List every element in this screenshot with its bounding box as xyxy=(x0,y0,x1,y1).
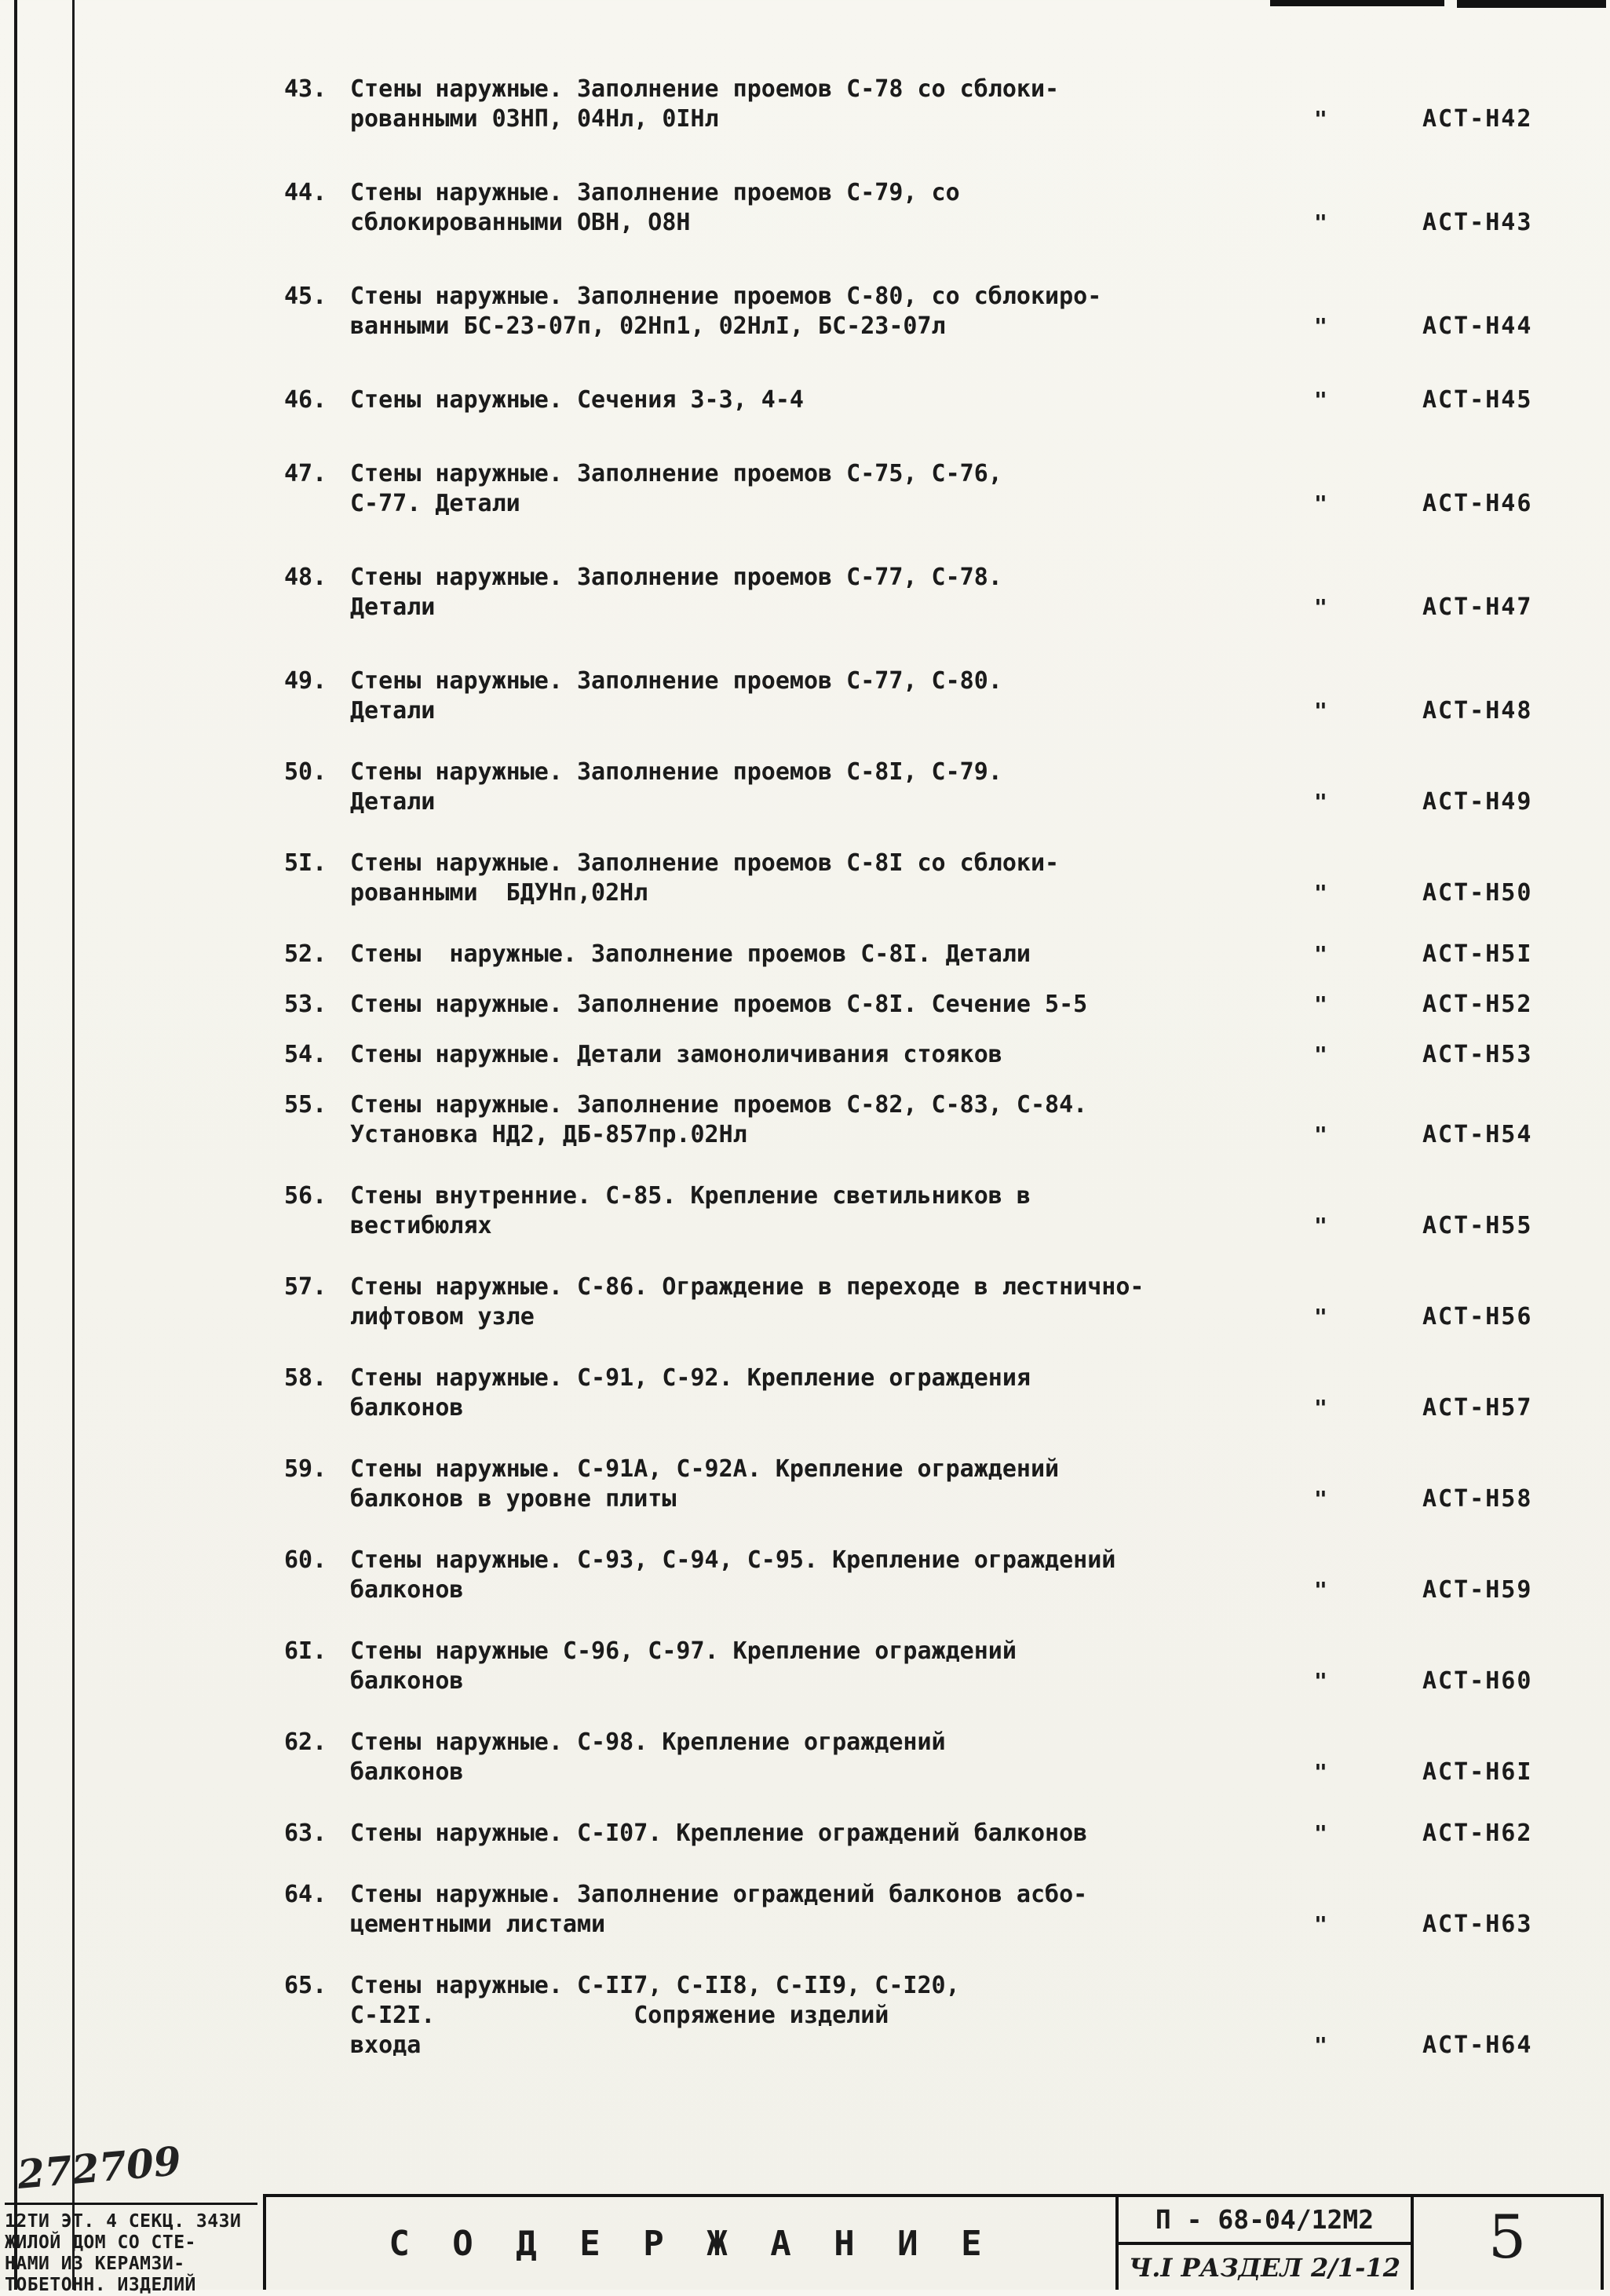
item-number: 47. xyxy=(284,460,327,487)
item-text xyxy=(350,990,1305,1020)
item-text-line: Стены наружные. Заполнение проемов С-8I. Детали xyxy=(350,940,1031,968)
item-text-line: Стены наружные. С-I07. Крепление ограждений балконов xyxy=(350,1820,1088,1847)
item-sheet-code: АСТ-Н59 xyxy=(1422,1576,1533,1604)
ditto-mark: " xyxy=(1314,1395,1327,1421)
item-text xyxy=(350,1880,1305,1940)
document-code: П - 68-04/12М2 xyxy=(1119,2197,1411,2245)
ditto-mark: " xyxy=(1314,789,1327,815)
item-text-line: Стены наружные. Заполнение проемов С-77, С-80. xyxy=(350,667,1002,695)
item-sheet-code: АСТ-Н52 xyxy=(1422,991,1533,1018)
item-text-line: рованными БДУНп,02Нл xyxy=(350,879,648,907)
list-item xyxy=(284,849,1610,908)
contents-list xyxy=(0,75,1610,2092)
item-text-line: Стены наружные. Заполнение проемов С-8I. Сечение 5-5 xyxy=(350,991,1088,1018)
handwritten-inventory-number: 272709 xyxy=(15,2137,183,2198)
item-text xyxy=(350,1272,1305,1332)
item-text-line: балконов xyxy=(350,1394,464,1422)
ditto-mark: " xyxy=(1314,698,1327,724)
item-sheet-code: АСТ-Н54 xyxy=(1422,1121,1533,1148)
ditto-mark: " xyxy=(1314,1122,1327,1148)
item-text-line: цементными листами xyxy=(350,1911,606,1938)
item-number: 52. xyxy=(284,940,327,968)
item-text xyxy=(350,1455,1305,1514)
item-text xyxy=(350,1728,1305,1787)
item-text xyxy=(350,459,1305,519)
item-sheet-code: АСТ-Н58 xyxy=(1422,1485,1533,1513)
item-text-line: Стены наружные. Заполнение проемов С-79, со xyxy=(350,179,960,206)
item-text xyxy=(350,178,1305,238)
item-sheet-code: АСТ-Н49 xyxy=(1422,788,1533,816)
list-item xyxy=(284,75,1610,134)
stamp-line: ТОБЕТОНН. ИЗДЕЛИЙ xyxy=(5,2275,196,2295)
item-text-line: Установка НД2, ДБ-857пр.02Нл xyxy=(350,1121,747,1148)
item-number: 48. xyxy=(284,564,327,591)
item-sheet-code: АСТ-Н62 xyxy=(1422,1820,1533,1847)
item-text xyxy=(350,1637,1305,1696)
item-number: 49. xyxy=(284,667,327,695)
ditto-mark: " xyxy=(1314,1759,1327,1785)
item-sheet-code: АСТ-Н5I xyxy=(1422,940,1533,968)
item-sheet-code: АСТ-Н57 xyxy=(1422,1394,1533,1422)
item-text-line: балконов xyxy=(350,1576,464,1604)
list-item xyxy=(284,990,1610,1020)
item-number: 65. xyxy=(284,1972,327,1999)
list-item xyxy=(284,757,1610,817)
list-item xyxy=(284,1272,1610,1332)
item-text xyxy=(350,940,1305,969)
stamp-line: ЖИЛОЙ ДОМ СО СТЕ- xyxy=(5,2232,196,2253)
ditto-mark: " xyxy=(1314,106,1327,132)
item-text-line: Стены наружные. Заполнение проемов С-78 со сблоки- xyxy=(350,75,1060,103)
item-number: 46. xyxy=(284,386,327,414)
item-text-line: Стены наружные. Заполнение проемов С-8I, С-79. xyxy=(350,758,1002,786)
ditto-mark: " xyxy=(1314,491,1327,517)
item-text-line: Детали xyxy=(350,593,436,621)
ditto-mark: " xyxy=(1314,2032,1327,2058)
item-sheet-code: АСТ-Н53 xyxy=(1422,1041,1533,1068)
item-sheet-code: АСТ-Н6I xyxy=(1422,1758,1533,1786)
item-text-line: Детали xyxy=(350,788,436,816)
item-text xyxy=(350,1363,1305,1423)
ditto-mark: " xyxy=(1314,1486,1327,1512)
list-item xyxy=(284,1455,1610,1514)
item-text-line: Стены наружные. С-91, С-92. Крепление ограждения xyxy=(350,1364,1031,1392)
title-block-heading: С О Д Е Р Ж А Н И Е xyxy=(389,2223,993,2264)
list-item xyxy=(284,282,1610,341)
item-text xyxy=(350,282,1305,341)
ditto-mark: " xyxy=(1314,210,1327,235)
ditto-mark: " xyxy=(1314,1213,1327,1239)
list-item xyxy=(284,1546,1610,1605)
item-text-line: входа xyxy=(350,2031,422,2059)
item-text-line: Стены наружные. Заполнение проемов С-8I со сблоки- xyxy=(350,849,1060,877)
list-item xyxy=(284,1363,1610,1423)
item-text-line: Стены наружные. Заполнение проемов С-77, С-78. xyxy=(350,564,1002,591)
item-text xyxy=(350,1181,1305,1241)
item-sheet-code: АСТ-Н55 xyxy=(1422,1212,1533,1239)
corner-stamp xyxy=(5,2203,257,2296)
ditto-mark: " xyxy=(1314,1820,1327,1846)
item-number: 58. xyxy=(284,1364,327,1392)
item-number: 55. xyxy=(284,1091,327,1119)
item-text-line: Стены наружные. Заполнение проемов С-80, со сблокиро- xyxy=(350,283,1102,310)
item-number: 50. xyxy=(284,758,327,786)
list-item xyxy=(284,1880,1610,1940)
item-number: 64. xyxy=(284,1881,327,1908)
item-sheet-code: АСТ-Н50 xyxy=(1422,879,1533,907)
item-text xyxy=(350,1819,1305,1849)
item-number: 44. xyxy=(284,179,327,206)
item-number: 6I. xyxy=(284,1637,327,1665)
list-item xyxy=(284,459,1610,519)
item-text-line: Стены наружные. С-86. Ограждение в переходе в лестнично- xyxy=(350,1273,1145,1301)
item-text xyxy=(350,563,1305,622)
item-number: 45. xyxy=(284,283,327,310)
item-text-line: балконов xyxy=(350,1758,464,1786)
item-text-line: вестибюлях xyxy=(350,1212,492,1239)
item-text xyxy=(350,1971,1305,2061)
item-number: 56. xyxy=(284,1182,327,1210)
list-item xyxy=(284,563,1610,622)
item-text xyxy=(350,849,1305,908)
item-text-line: балконов xyxy=(350,1667,464,1695)
ditto-mark: " xyxy=(1314,1042,1327,1068)
item-number: 54. xyxy=(284,1041,327,1068)
item-sheet-code: АСТ-Н48 xyxy=(1422,697,1533,725)
ditto-mark: " xyxy=(1314,880,1327,906)
item-text-line: Стены наружные. С-91А, С-92А. Крепление ограждений xyxy=(350,1455,1060,1483)
item-number: 60. xyxy=(284,1546,327,1574)
item-number: 53. xyxy=(284,991,327,1018)
item-text-line: Стены наружные. С-II7, С-II8, С-II9, С-I20, xyxy=(350,1972,960,1999)
list-item xyxy=(284,385,1610,415)
list-item xyxy=(284,1728,1610,1787)
list-item xyxy=(284,178,1610,238)
ditto-mark: " xyxy=(1314,594,1327,620)
item-text-line: Детали xyxy=(350,697,436,725)
item-sheet-code: АСТ-Н44 xyxy=(1422,312,1533,340)
item-text-line: рованными 03НП, 04Нл, 0IНл xyxy=(350,105,719,133)
title-block-codes xyxy=(1115,2197,1414,2290)
item-number: 62. xyxy=(284,1728,327,1756)
section-code: Ч.I РАЗДЕЛ 2/1-12 xyxy=(1129,2252,1400,2283)
item-sheet-code: АСТ-Н63 xyxy=(1422,1911,1533,1938)
list-item xyxy=(284,1181,1610,1241)
item-text-line: Стены наружные. С-98. Крепление ограждений xyxy=(350,1728,946,1756)
item-text xyxy=(350,666,1305,726)
item-text-line: Стены наружные. Детали замоноличивания стояков xyxy=(350,1041,1002,1068)
item-text xyxy=(350,1040,1305,1070)
item-text-line: Стены наружные. Заполнение ограждений балконов асбо- xyxy=(350,1881,1088,1908)
list-item xyxy=(284,1090,1610,1150)
item-text-line: Стены наружные. С-93, С-94, С-95. Крепление ограждений xyxy=(350,1546,1116,1574)
list-item xyxy=(284,940,1610,969)
item-text-line: Стены наружные. Заполнение проемов С-75, С-76, xyxy=(350,460,1002,487)
item-text xyxy=(350,385,1305,415)
ditto-mark: " xyxy=(1314,313,1327,339)
item-sheet-code: АСТ-Н46 xyxy=(1422,490,1533,517)
item-sheet-code: АСТ-Н47 xyxy=(1422,593,1533,621)
top-edge-scan-mark xyxy=(1270,0,1444,6)
item-text-line: ванными БС-23-07п, 02Нп1, 02НлI, БС-23-07л xyxy=(350,312,946,340)
item-number: 59. xyxy=(284,1455,327,1483)
list-item xyxy=(284,1637,1610,1696)
ditto-mark: " xyxy=(1314,1577,1327,1603)
list-item xyxy=(284,1971,1610,2061)
stamp-line: НАМИ ИЗ КЕРАМЗИ- xyxy=(5,2254,185,2274)
item-text-line: Стены наружные С-96, С-97. Крепление ограждений xyxy=(350,1637,1017,1665)
ditto-mark: " xyxy=(1314,1304,1327,1330)
list-item xyxy=(284,1040,1610,1070)
item-text-line: Стены внутренние. С-85. Крепление светильников в xyxy=(350,1182,1031,1210)
item-sheet-code: АСТ-Н60 xyxy=(1422,1667,1533,1695)
item-text-line: сблокированными ОВН, О8Н xyxy=(350,209,691,236)
item-sheet-code: АСТ-Н43 xyxy=(1422,209,1533,236)
item-text-line: балконов в уровне плиты xyxy=(350,1485,677,1513)
item-number: 63. xyxy=(284,1820,327,1847)
item-sheet-code: АСТ-Н56 xyxy=(1422,1303,1533,1331)
ditto-mark: " xyxy=(1314,1668,1327,1694)
item-text-line: лифтовом узле xyxy=(350,1303,535,1331)
item-text-line: Стены наружные. Заполнение проемов С-82, С-83, С-84. xyxy=(350,1091,1088,1119)
item-text-line: Стены наружные. Сечения 3-3, 4-4 xyxy=(350,386,804,414)
stamp-line: 12ТИ ЭТ. 4 СЕКЦ. 343И xyxy=(5,2211,242,2232)
title-block xyxy=(263,2194,1604,2290)
item-text-line: С-77. Детали xyxy=(350,490,520,517)
ditto-mark: " xyxy=(1314,387,1327,413)
item-text xyxy=(350,757,1305,817)
item-number: 57. xyxy=(284,1273,327,1301)
item-number: 43. xyxy=(284,75,327,103)
list-item xyxy=(284,666,1610,726)
item-sheet-code: АСТ-Н64 xyxy=(1422,2031,1533,2059)
item-sheet-code: АСТ-Н45 xyxy=(1422,386,1533,414)
ditto-mark: " xyxy=(1314,991,1327,1017)
top-edge-scan-mark xyxy=(1457,0,1606,8)
ditto-mark: " xyxy=(1314,941,1327,967)
item-number: 5I. xyxy=(284,849,327,877)
item-text xyxy=(350,75,1305,134)
item-text xyxy=(350,1546,1305,1605)
item-text xyxy=(350,1090,1305,1150)
page-number: 5 xyxy=(1488,2202,1527,2272)
item-text-line: С-I2I. Сопряжение изделий xyxy=(350,2002,889,2029)
list-item xyxy=(284,1819,1610,1849)
ditto-mark: " xyxy=(1314,1911,1327,1937)
item-sheet-code: АСТ-Н42 xyxy=(1422,105,1533,133)
